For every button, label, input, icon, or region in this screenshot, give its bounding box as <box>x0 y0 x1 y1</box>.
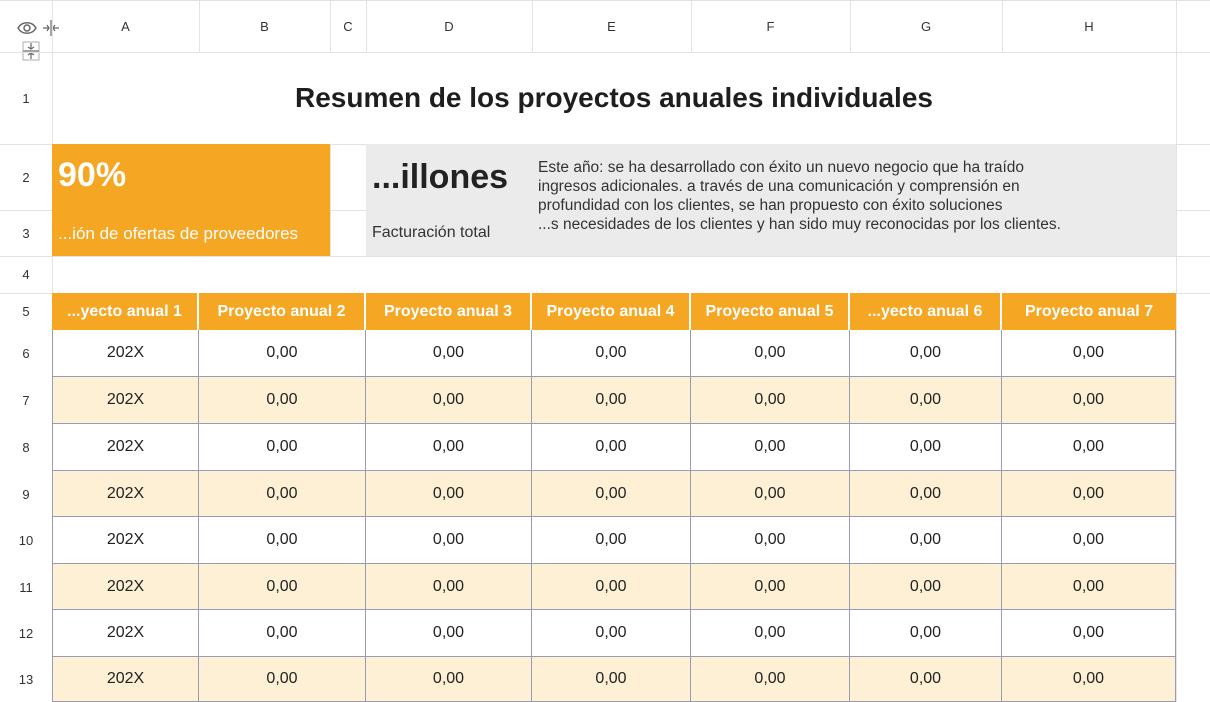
column-header-c[interactable]: C <box>343 18 353 34</box>
kpi-percentage-card[interactable] <box>52 144 330 256</box>
table-year-cell[interactable]: 202X <box>52 517 199 564</box>
table-header-cell[interactable]: Proyecto anual 5 <box>691 293 850 330</box>
column-header-e[interactable]: E <box>607 18 616 34</box>
row-header-10[interactable]: 10 <box>18 533 34 548</box>
table-value-cell[interactable]: 0,00 <box>199 564 366 610</box>
table-value-cell[interactable]: 0,00 <box>366 330 532 377</box>
table-value-cell[interactable]: 0,00 <box>199 610 366 657</box>
summary-description-line: Este año: se ha desarrollado con éxito un nuevo negocio que ha traído <box>538 159 1025 176</box>
row-header-5[interactable]: 5 <box>22 304 30 319</box>
row-header-3[interactable]: 3 <box>22 225 30 241</box>
kpi-percentage-value: 90% <box>58 156 127 194</box>
kpi-percentage-label: ...ión de ofertas de proveedores <box>58 224 299 243</box>
table-value-cell[interactable]: 0,00 <box>691 377 850 424</box>
table-year-cell[interactable]: 202X <box>52 471 199 517</box>
table-value-cell[interactable]: 0,00 <box>199 471 366 517</box>
table-value-cell[interactable]: 0,00 <box>691 610 850 657</box>
table-value-cell[interactable]: 0,00 <box>532 424 691 471</box>
table-header-cell[interactable]: ...yecto anual 1 <box>52 293 199 330</box>
row-header-1[interactable]: 1 <box>22 90 30 106</box>
table-value-cell[interactable]: 0,00 <box>691 517 850 564</box>
table-value-cell[interactable]: 0,00 <box>1002 610 1176 657</box>
row-header-7[interactable]: 7 <box>22 393 30 408</box>
table-header-cell[interactable]: Proyecto anual 3 <box>366 293 532 330</box>
table-value-cell[interactable]: 0,00 <box>366 424 532 471</box>
kpi-revenue-card[interactable] <box>366 144 1176 256</box>
kpi-revenue-label: Facturación total <box>372 224 491 241</box>
table-value-cell[interactable]: 0,00 <box>532 610 691 657</box>
table-value-cell[interactable]: 0,00 <box>532 564 691 610</box>
table-value-cell[interactable]: 0,00 <box>199 517 366 564</box>
table-value-cell[interactable]: 0,00 <box>850 424 1002 471</box>
table-value-cell[interactable]: 0,00 <box>366 517 532 564</box>
sheet-title[interactable]: Resumen de los proyectos anuales individuales <box>295 82 933 113</box>
table-value-cell[interactable]: 0,00 <box>850 377 1002 424</box>
row-header-13[interactable]: 13 <box>18 672 34 687</box>
table-value-cell[interactable]: 0,00 <box>366 564 532 610</box>
table-value-cell[interactable]: 0,00 <box>691 330 850 377</box>
column-header-g[interactable]: G <box>920 18 932 34</box>
table-year-cell[interactable]: 202X <box>52 657 199 702</box>
table-header-cell[interactable]: Proyecto anual 2 <box>199 293 366 330</box>
table-year-cell[interactable]: 202X <box>52 564 199 610</box>
kpi-revenue-value: ...illones <box>372 158 509 196</box>
table-value-cell[interactable]: 0,00 <box>850 564 1002 610</box>
table-value-cell[interactable]: 0,00 <box>532 657 691 702</box>
table-value-cell[interactable]: 0,00 <box>691 657 850 702</box>
table-value-cell[interactable]: 0,00 <box>1002 330 1176 377</box>
table-value-cell[interactable]: 0,00 <box>1002 471 1176 517</box>
table-year-cell[interactable]: 202X <box>52 610 199 657</box>
table-value-cell[interactable]: 0,00 <box>850 657 1002 702</box>
table-value-cell[interactable]: 0,00 <box>532 517 691 564</box>
column-header-h[interactable]: H <box>1084 18 1094 34</box>
table-value-cell[interactable]: 0,00 <box>199 657 366 702</box>
table-value-cell[interactable]: 0,00 <box>850 330 1002 377</box>
table-value-cell[interactable]: 0,00 <box>366 657 532 702</box>
table-value-cell[interactable]: 0,00 <box>691 424 850 471</box>
table-value-cell[interactable]: 0,00 <box>199 330 366 377</box>
table-value-cell[interactable]: 0,00 <box>532 330 691 377</box>
column-header-d[interactable]: D <box>444 18 454 34</box>
table-value-cell[interactable]: 0,00 <box>199 377 366 424</box>
table-value-cell[interactable]: 0,00 <box>366 471 532 517</box>
row-header-9[interactable]: 9 <box>22 486 30 502</box>
eye-icon[interactable] <box>16 18 38 38</box>
table-header-cell[interactable]: Proyecto anual 4 <box>532 293 691 330</box>
table-value-cell[interactable]: 0,00 <box>850 471 1002 517</box>
table-value-cell[interactable]: 0,00 <box>366 610 532 657</box>
column-header-a[interactable]: A <box>121 18 130 34</box>
table-value-cell[interactable]: 0,00 <box>1002 377 1176 424</box>
row-header-4[interactable]: 4 <box>22 267 30 282</box>
table-value-cell[interactable]: 0,00 <box>532 471 691 517</box>
table-header-cell[interactable]: Proyecto anual 7 <box>1002 293 1176 330</box>
summary-description-line: ingresos adicionales. a través de una comunicación y comprensión en <box>538 178 1020 195</box>
row-header-2[interactable]: 2 <box>22 169 30 185</box>
table-value-cell[interactable]: 0,00 <box>1002 657 1176 702</box>
table-year-cell[interactable]: 202X <box>52 377 199 424</box>
table-value-cell[interactable]: 0,00 <box>199 424 366 471</box>
row-header-11[interactable]: 11 <box>19 579 33 595</box>
table-value-cell[interactable]: 0,00 <box>1002 517 1176 564</box>
row-header-12[interactable]: 12 <box>18 626 34 641</box>
column-header-f[interactable]: F <box>766 18 775 34</box>
row-header-6[interactable]: 6 <box>22 346 30 361</box>
table-value-cell[interactable]: 0,00 <box>850 517 1002 564</box>
summary-description-line: profundidad con los clientes, se han propuesto con éxito soluciones <box>538 197 1003 214</box>
table-year-cell[interactable]: 202X <box>52 424 199 471</box>
table-value-cell[interactable]: 0,00 <box>532 377 691 424</box>
row-header-8[interactable]: 8 <box>22 440 30 455</box>
summary-description-line: ...s necesidades de los clientes y han sido muy reconocidas por los clientes. <box>538 216 1061 233</box>
table-value-cell[interactable]: 0,00 <box>1002 564 1176 610</box>
table-value-cell[interactable]: 0,00 <box>691 471 850 517</box>
table-value-cell[interactable]: 0,00 <box>366 377 532 424</box>
table-header-cell[interactable]: ...yecto anual 6 <box>850 293 1002 330</box>
table-value-cell[interactable]: 0,00 <box>691 564 850 610</box>
summary-description <box>538 158 1174 234</box>
column-header-b[interactable]: B <box>260 18 269 34</box>
table-value-cell[interactable]: 0,00 <box>1002 424 1176 471</box>
table-value-cell[interactable]: 0,00 <box>850 610 1002 657</box>
table-year-cell[interactable]: 202X <box>52 330 199 377</box>
